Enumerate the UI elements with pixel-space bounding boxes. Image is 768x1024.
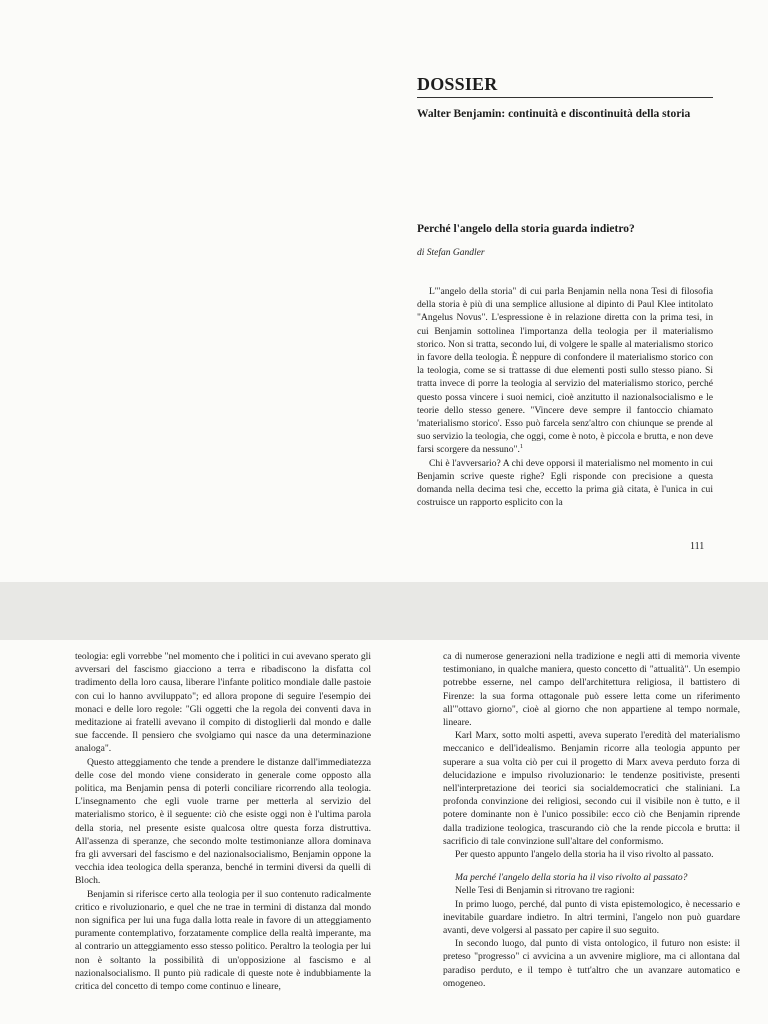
paragraph: L'"angelo della storia" di cui parla Benjamin nella nona Tesi di filosofia della storia è più di una semplice allusione al dipinto di Paul Klee intitolato "Angelus Novus". L'espressione è in relazione diretta con la prima tesi, in cui Benjamin sottolinea l'importanza della teologia per il materialismo storico. Non si tratta, secondo lui, di volgere le spalle al materialismo storico in favore della teologia. È neppure di confondere il materialismo storico con la teologia, come se si trattasse di due elementi posti sullo stesso piano. Si tratta invece di porre la teologia al servizio del materialismo storico, perché questo possa vincere i suoi nemici, cioè anzitutto il nazionalsocialismo e le teorie dello stesso genere. "Vincere deve sempre il fantoccio chiamato 'materialismo storico'. Esso può farcela senz'altro con chiunque se prende al suo servizio la teologia, che oggi, come è noto, è piccola e brutta, e non deve farsi scorgere da nessuno".$^1$: [417, 286, 713, 456]
article-column-right: [443, 650, 740, 990]
paragraph: Questo atteggiamento che tende a prendere le distanze dall'immediatezza delle cose del mondo viene considerato in generale come opposto alla politica, ma Benjamin pensa di poterli conciliare ricorrendo alla teologia. L'insegnamento che egli vuole trarne per metterla al servizio del materialismo storico, è il seguente: ciò che esiste oggi non è l'ultima parola della storia, nel presente esiste qualcosa oltre questa forza distruttiva. All'assenza di speranze, che secondo molte testimonianze allora dominava fra gli avversari del fascismo e del nazionalsocialismo, Benjamin oppone la vecchia idea teologica della speranza, benché in termini diversi da quelli di Bloch.: [75, 756, 371, 887]
paragraph: In primo luogo, perché, dal punto di vista epistemologico, è necessario e inevitabile guardare indietro. In altri termini, l'angelo non può guardare avanti, deve volgersi al passato per capire il suo seguito.: [443, 898, 740, 937]
page-separator: [0, 582, 768, 640]
article-column-top: [417, 285, 713, 509]
footnote-mark: 1: [519, 443, 524, 451]
paragraph: In secondo luogo, dal punto di vista ontologico, il futuro non esiste: il preteso "progresso" ci avvicina a un avvenire migliore, ma ci allontana dal paradiso perduto, e il tempo è tutt'altro che un avanzare automatico e omogeneo.: [443, 938, 740, 989]
paragraph: Benjamin si riferisce certo alla teologia per il suo contenuto radicalmente critico e rivoluzionario, e quel che ne trae in termini di distanza dal mondo non significa per lui una fuga dalla lotta reale in favore di un atteggiamento puramente contemplativo, forzatamente complice della realtà imperante, ma al contrario un atteggiamento esso stesso politico. Peraltro la teologia per lui non è soltanto la possibilità di un'opposizione al fascismo e al nazionalsocialismo. Il punto più radicale di queste note è indubbiamente la critica del concetto di tempo come continuo e lineare,: [75, 888, 371, 993]
paragraph: Karl Marx, sotto molti aspetti, aveva superato l'eredità del materialismo meccanico e dell'idealismo. Benjamin ricorre alla teologia appunto per superare a sua volta ciò per cui il progetto di Marx aveva perduto forza di delucidazione e impulso rivoluzionario: le tendenze positiviste, presenti nell'interpretazione dei teorici sia socialdemocratici che staliniani. La profonda convinzione dei religiosi, secondo cui il visibile non è tutto, e il potere dominante non è l'unico possibile: ecco ciò che Benjamin riprende dalla tradizione teologica, trascurando ciò che la rende piccola e brutta: il sacrificio di tale convinzione sull'altare del conformismo.: [443, 730, 740, 847]
paragraph: Per questo appunto l'angelo della storia ha il viso rivolto al passato.: [455, 849, 714, 861]
dossier-subtitle: Walter Benjamin: continuità e discontinuità della storia: [417, 108, 691, 120]
paragraph: teologia: egli vorrebbe "nel momento che i politici in cui avevano sperato gli avversari del fascismo giacciono a terra e ribadiscono la disfatta col tradimento della loro causa, liberare l'infante politico mondiale dalle pastoie con cui lo hanno avviluppato"; ed allora propone di seguire l'esempio dei monaci e delle loro regole: "Gli oggetti che la regola dei conventi dava in meditazione ai fratelli avevano il compito di distoglierli dal mondo e dalle sue faccende. Il pensiero che svolgiamo qui nasce da una determinazione analoga".: [75, 651, 371, 755]
article-column-left: [75, 650, 371, 993]
title-rule: [417, 97, 713, 98]
page-number: 111: [690, 541, 705, 552]
paragraph: Nelle Tesi di Benjamin si ritrovano tre ragioni:: [455, 885, 635, 897]
paragraph: Chi è l'avversario? A chi deve opporsi il materialismo nel momento in cui Benjamin scrive queste righe? Egli risponde con precisione a questa domanda nella decima tesi che, eccetto la prima già citata, è l'unica in cui costruisce un rapporto esplicito con la: [417, 457, 713, 509]
section-subheading: Ma perché l'angelo della storia ha il viso rivolto al passato?: [455, 872, 688, 884]
section-title: DOSSIER: [417, 74, 498, 94]
article-title: Perché l'angelo della storia guarda indietro?: [417, 223, 635, 235]
journal-page-bottom: [0, 640, 768, 1024]
paragraph: ca di numerose generazioni nella tradizione e negli atti di memoria vivente testimoniano, in qualche maniera, questo concetto di "attualità". Un esempio potrebbe esserne, nel campo dell'architettura religiosa, il battistero di Firenze: la sua forma ottagonale può essere letta come un riferimento all'"ottavo giorno", cioè al giorno che non appartiene al tempo normale, lineare.: [443, 651, 740, 729]
article-author: di Stefan Gandler: [417, 248, 485, 258]
